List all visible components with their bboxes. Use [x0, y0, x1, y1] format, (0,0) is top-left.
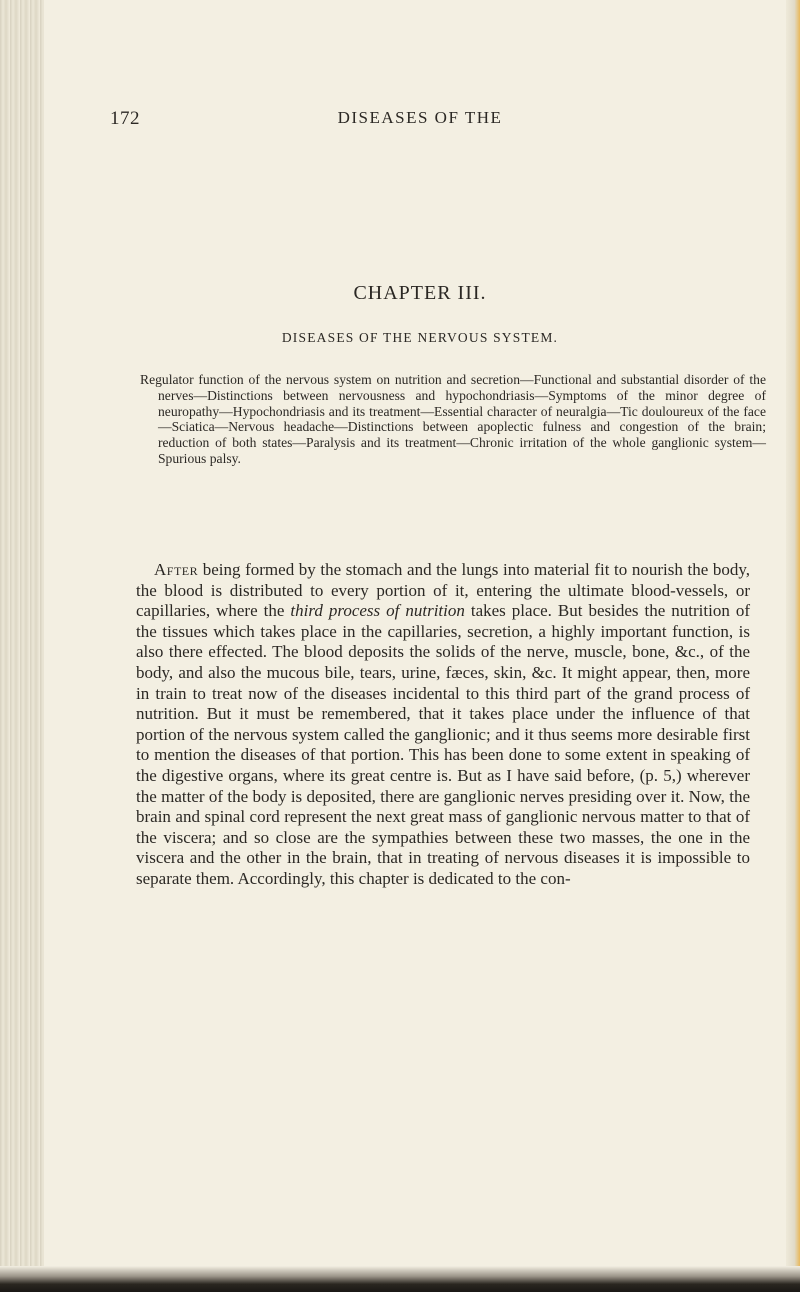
book-gutter-shadow: [0, 0, 44, 1292]
chapter-subtitle: DISEASES OF THE NERVOUS SYSTEM.: [281, 330, 559, 345]
paragraph-text-1: being formed by the stomach and the lungs into material fit to nourish the body, the blood is distributed to every portion of it, entering the ultimate blood-vessels, or capillaries, where the: [136, 560, 750, 621]
chapter-synopsis: Regulator function of the nervous system on nutrition and secretion—Functional and substantial disorder of the nerves—Distinctions between nervousness and hypochondriasis—Symptoms of the minor degree of neuropathy—Hypochondriasis and its treatment—Essential character of neuralgia—Tic douloureux of the face—Sciatica—Nervous headache—Distinctions between apoplectic fulness and congestion of the brain; reduction of both states—Paralysis and its treatment—Chronic irritation of the whole ganglionic system—Spurious palsy.: [140, 372, 766, 466]
page-number: 172: [110, 108, 140, 129]
lead-word: After: [154, 560, 199, 579]
italic-phrase: third process of nutrition: [290, 601, 465, 621]
page-bottom-edge: [0, 1266, 800, 1292]
chapter-title: CHAPTER III.: [353, 282, 487, 304]
page-header: [110, 108, 730, 132]
body-paragraph: [136, 560, 750, 890]
paragraph-text-2: takes place. But besides the nutrition of the tissues which takes place in the capillaries, secretion, a highly important function, is also there effected. The blood deposits the solids of the nerve, muscle, bone, &c., of the body, and also the mucous bile, tears, urine, fæces, skin, &c. It might appear, then, more in train to treat now of the diseases incidental to this third part of the grand process of nutrition. But it must be remembered, that it takes place under the influence of that portion of the nervous system called the ganglionic; and it thus seems more desirable first to mention the diseases of that portion. This has been done to some extent in speaking of the digestive organs, where its great centre is. But as I have said before, (p. 5,) wherever the matter of the body is deposited, there are ganglionic nerves presiding over it. Now, the brain and spinal cord represent the next great mass of ganglionic nervous matter to that of the viscera; and so close are the sympathies between these two masses, the one in the viscera and the other in the brain, that in treating of nervous diseases it is impossible to separate them. Accordingly, this chapter is dedicated to the con-: [136, 601, 750, 888]
page-edge-right: [786, 0, 800, 1292]
running-head: DISEASES OF THE: [337, 108, 503, 127]
